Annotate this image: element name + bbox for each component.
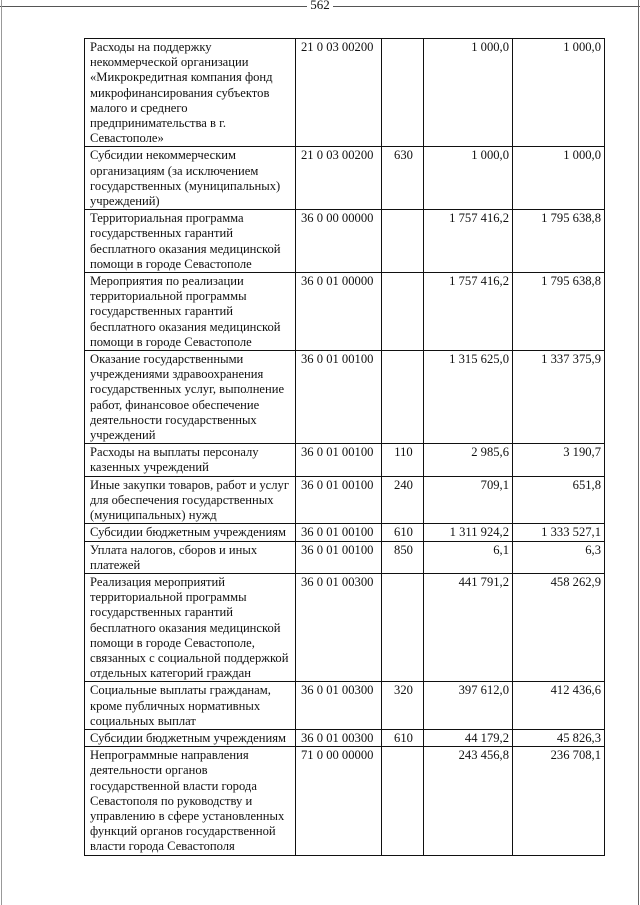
expense-type-code — [382, 747, 424, 855]
table-row — [85, 682, 605, 730]
amount-year-2: 1 795 638,8 — [513, 273, 605, 351]
expense-name: Расходы на выплаты персоналу казенных учреждений — [85, 444, 296, 476]
amount-year-2: 45 826,3 — [513, 729, 605, 746]
amount-year-2: 6,3 — [513, 541, 605, 573]
expense-name: Субсидии бюджетным учреждениям — [85, 729, 296, 746]
table-row — [85, 273, 605, 351]
expense-type-code — [382, 573, 424, 681]
amount-year-1: 397 612,0 — [424, 682, 513, 730]
target-article-code: 36 0 01 00100 — [296, 541, 382, 573]
page-left-edge — [1, 0, 2, 905]
target-article-code: 36 0 01 00100 — [296, 444, 382, 476]
expense-name: Субсидии некоммерческим организациям (за исключением государственных (муниципальных) учреждений) — [85, 147, 296, 210]
amount-year-1: 709,1 — [424, 476, 513, 524]
target-article-code: 21 0 03 00200 — [296, 39, 382, 147]
amount-year-2: 458 262,9 — [513, 573, 605, 681]
expense-type-code: 240 — [382, 476, 424, 524]
amount-year-2: 1 795 638,8 — [513, 210, 605, 273]
amount-year-1: 6,1 — [424, 541, 513, 573]
amount-year-2: 1 000,0 — [513, 39, 605, 147]
expense-type-code: 610 — [382, 524, 424, 541]
expense-name: Мероприятия по реализации территориальной программы государственных гарантий бесплатного оказания медицинской помощи в городе Севастополе — [85, 273, 296, 351]
target-article-code: 36 0 01 00100 — [296, 476, 382, 524]
expense-type-code: 610 — [382, 729, 424, 746]
target-article-code: 36 0 01 00300 — [296, 682, 382, 730]
expense-name: Оказание государственными учреждениями здравоохранения государственных услуг, выполнение работ, финансовое обеспечение деятельности государственных учреждений — [85, 351, 296, 444]
expense-name: Непрограммные направления деятельности органов государственной власти города Севастополя по руководству и управлению в сфере установленных функций органов государственной власти города Севастополя — [85, 747, 296, 855]
amount-year-1: 243 456,8 — [424, 747, 513, 855]
amount-year-2: 1 333 527,1 — [513, 524, 605, 541]
amount-year-1: 441 791,2 — [424, 573, 513, 681]
amount-year-1: 1 757 416,2 — [424, 210, 513, 273]
expense-type-code: 850 — [382, 541, 424, 573]
expense-name: Субсидии бюджетным учреждениям — [85, 524, 296, 541]
expense-type-code — [382, 210, 424, 273]
amount-year-1: 1 315 625,0 — [424, 351, 513, 444]
table-row — [85, 541, 605, 573]
target-article-code: 36 0 01 00100 — [296, 524, 382, 541]
target-article-code: 21 0 03 00200 — [296, 147, 382, 210]
expense-name: Территориальная программа государственных гарантий бесплатного оказания медицинской помощи в городе Севастополе — [85, 210, 296, 273]
amount-year-1: 1 757 416,2 — [424, 273, 513, 351]
expense-name: Расходы на поддержку некоммерческой организации «Микрокредитная компания фонд микрофинансирования субъектов малого и среднего предпринимательства в г. Севастополе» — [85, 39, 296, 147]
expense-name: Иные закупки товаров, работ и услуг для обеспечения государственных (муниципальных) нужд — [85, 476, 296, 524]
expense-type-code — [382, 273, 424, 351]
amount-year-1: 44 179,2 — [424, 729, 513, 746]
table-row — [85, 573, 605, 681]
amount-year-1: 1 000,0 — [424, 147, 513, 210]
table-row — [85, 210, 605, 273]
target-article-code: 71 0 00 00000 — [296, 747, 382, 855]
table-row — [85, 729, 605, 746]
amount-year-2: 1 000,0 — [513, 147, 605, 210]
target-article-code: 36 0 01 00300 — [296, 573, 382, 681]
amount-year-2: 1 337 375,9 — [513, 351, 605, 444]
target-article-code: 36 0 01 00000 — [296, 273, 382, 351]
expense-type-code: 110 — [382, 444, 424, 476]
expense-type-code: 320 — [382, 682, 424, 730]
expense-name: Реализация мероприятий территориальной программы государственных гарантий бесплатного оказания медицинской помощи в городе Севастополе, связанных с социальной поддержкой отдельных категорий граждан — [85, 573, 296, 681]
expense-type-code — [382, 39, 424, 147]
page-number — [0, 0, 640, 12]
table-row — [85, 147, 605, 210]
target-article-code: 36 0 01 00100 — [296, 351, 382, 444]
table-row — [85, 351, 605, 444]
page-number-text: 562 — [307, 0, 333, 12]
expense-name: Уплата налогов, сборов и иных платежей — [85, 541, 296, 573]
table-row — [85, 39, 605, 147]
table-row — [85, 747, 605, 855]
target-article-code: 36 0 01 00300 — [296, 729, 382, 746]
page-right-edge — [638, 0, 639, 905]
amount-year-2: 236 708,1 — [513, 747, 605, 855]
amount-year-1: 2 985,6 — [424, 444, 513, 476]
amount-year-2: 3 190,7 — [513, 444, 605, 476]
amount-year-1: 1 000,0 — [424, 39, 513, 147]
amount-year-2: 651,8 — [513, 476, 605, 524]
expense-name: Социальные выплаты гражданам, кроме публичных нормативных социальных выплат — [85, 682, 296, 730]
target-article-code: 36 0 00 00000 — [296, 210, 382, 273]
budget-table — [84, 38, 605, 856]
expense-type-code: 630 — [382, 147, 424, 210]
table-row — [85, 524, 605, 541]
table-row — [85, 476, 605, 524]
amount-year-1: 1 311 924,2 — [424, 524, 513, 541]
amount-year-2: 412 436,6 — [513, 682, 605, 730]
expense-type-code — [382, 351, 424, 444]
table-row — [85, 444, 605, 476]
